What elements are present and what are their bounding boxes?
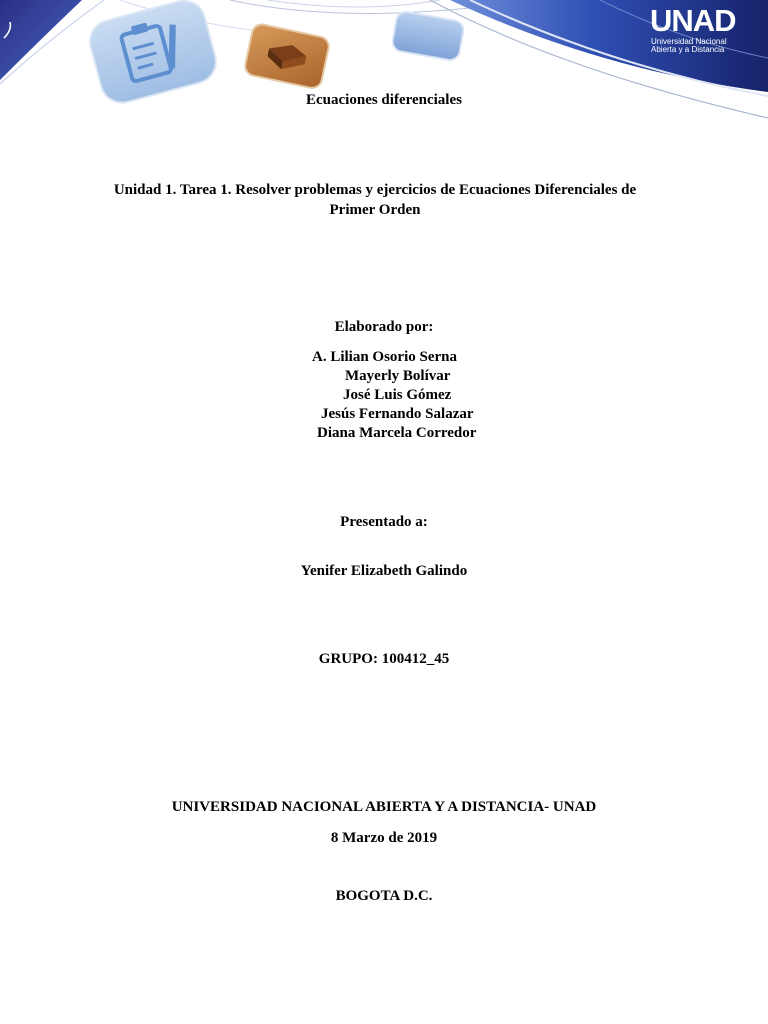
logo-subtitle-line1: Universidad Nacional [651,37,727,46]
presented-to-name: Yenifer Elizabeth Galindo [300,563,468,579]
author-name: Mayerly Bolívar [345,368,451,384]
logo-subtitle-line2: Abierta y a Distancia [651,45,725,54]
corner-shape-left [0,0,82,80]
author-name: José Luis Gómez [343,387,452,403]
author-name: A. Lilian Osorio Serna [312,349,458,365]
university-name: UNIVERSIDAD NACIONAL ABIERTA Y A DISTANCIA- UNAD [171,799,597,815]
book-icon [243,23,330,90]
logo-wordmark: UNAD [650,3,736,38]
unad-logo [650,4,754,52]
author-name: Diana Marcela Corredor [317,425,477,441]
course-subject: Ecuaciones diferenciales [306,92,462,108]
assignment-title-line1: Unidad 1. Tarea 1. Resolver problemas y ejercicios de Ecuaciones Diferenciales de [113,182,637,198]
group-number: GRUPO: 100412_45 [318,651,450,667]
document-city: BOGOTA D.C. [335,888,433,904]
author-name: Jesús Fernando Salazar [321,406,474,422]
prepared-by-label: Elaborado por: [334,319,434,335]
tile-icon [391,10,465,61]
assignment-title [100,180,650,220]
presented-to-label: Presentado a: [340,514,428,530]
document-date: 8 Marzo de 2019 [330,830,438,846]
assignment-title-line2: Primer Orden [329,202,421,218]
